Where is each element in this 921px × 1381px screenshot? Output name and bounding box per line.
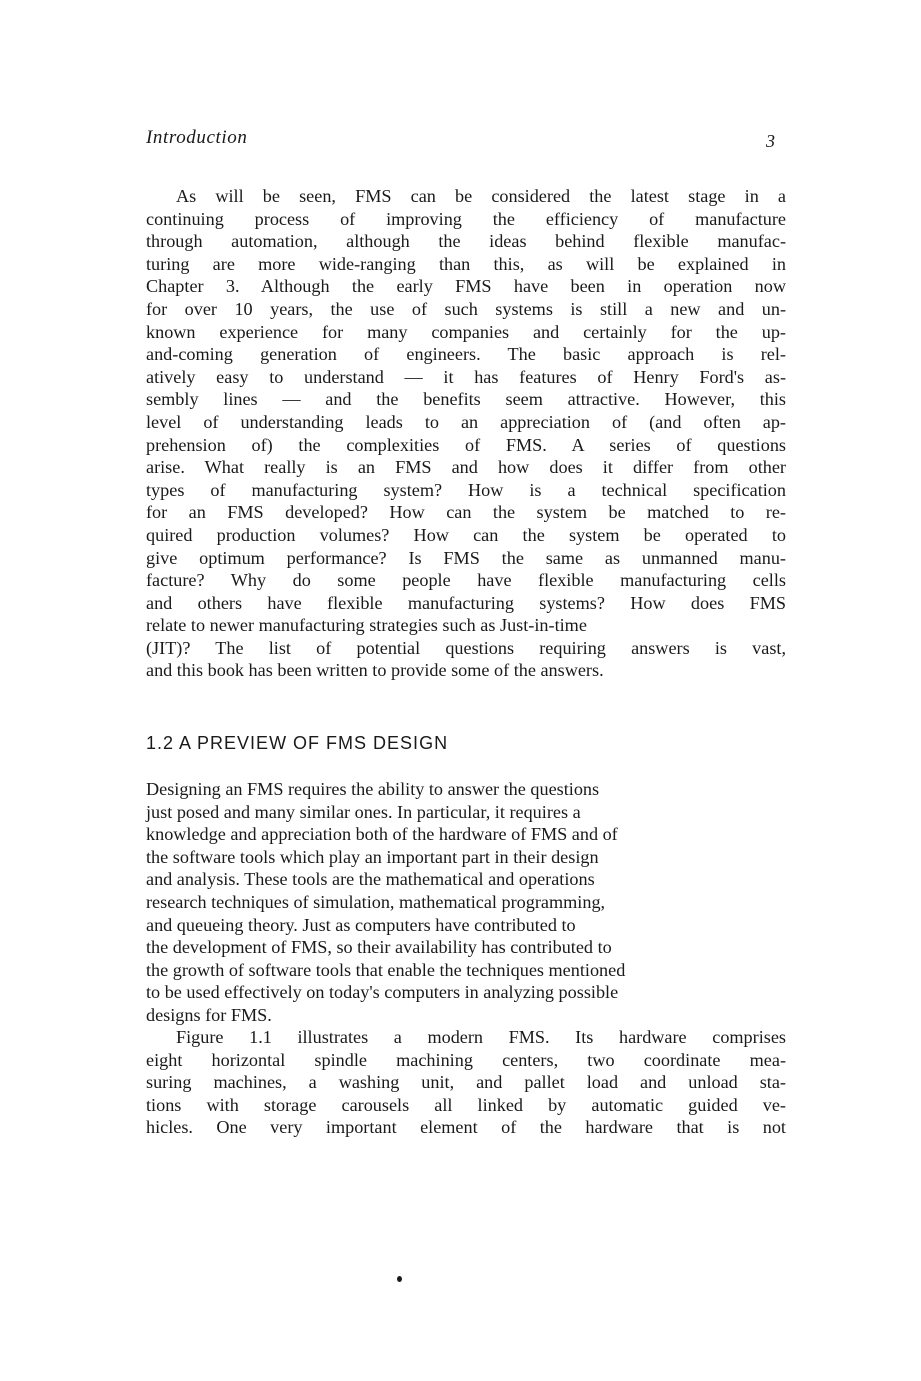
paragraph-2	[146, 778, 786, 1027]
text-line: and this book has been written to provide some of the answers.	[146, 660, 604, 681]
text-line: through automation, although the ideas behind flexible manufac-	[146, 231, 786, 252]
text-line: continuing process of improving the efficiency of manufacture	[146, 208, 786, 229]
text-line: give optimum performance? Is FMS the same as unmanned manu-	[146, 547, 786, 568]
text-line: level of understanding leads to an appreciation of (and often ap-	[146, 411, 786, 432]
text-line: types of manufacturing system? How is a technical specification	[146, 479, 786, 500]
text-line: Figure 1.1 illustrates a modern FMS. Its hardware comprises	[176, 1027, 786, 1047]
text-line: quired production volumes? How can the system be operated to	[146, 524, 786, 545]
text-line: and-coming generation of engineers. The basic approach is rel-	[146, 344, 786, 365]
text-line: the development of FMS, so their availability has contributed to	[146, 937, 612, 958]
text-line: designs for FMS.	[146, 1004, 272, 1025]
text-line: Designing an FMS requires the ability to answer the questions	[146, 779, 600, 799]
text-line: arise. What really is an FMS and how does it differ from other	[146, 457, 786, 478]
running-head: Introduction	[146, 127, 248, 148]
text-line: knowledge and appreciation both of the hardware of FMS and of	[146, 824, 618, 845]
page-mark-dot	[397, 1276, 402, 1282]
text-line: tions with storage carousels all linked by automatic guided ve-	[146, 1094, 786, 1115]
text-line: just posed and many similar ones. In particular, it requires a	[146, 801, 581, 822]
text-line: for an FMS developed? How can the system be matched to re-	[146, 502, 786, 523]
text-line: prehension of) the complexities of FMS. A series of questions	[146, 434, 786, 455]
text-line: sembly lines — and the benefits seem attractive. However, this	[146, 389, 786, 410]
text-line: and others have flexible manufacturing systems? How does FMS	[146, 592, 786, 613]
text-line: As will be seen, FMS can be considered the latest stage in a	[176, 186, 786, 206]
text-line: and analysis. These tools are the mathematical and operations	[146, 869, 595, 890]
text-line: (JIT)? The list of potential questions requiring answers is vast,	[146, 637, 786, 658]
text-line: and queueing theory. Just as computers have contributed to	[146, 914, 576, 935]
text-line: for over 10 years, the use of such systems is still a new and un-	[146, 298, 786, 319]
text-line: hicles. One very important element of the hardware that is not	[146, 1117, 786, 1138]
paragraph-1	[146, 185, 786, 682]
text-line: relate to newer manufacturing strategies such as Just-in-time	[146, 615, 587, 636]
text-line: suring machines, a washing unit, and pallet load and unload sta-	[146, 1072, 786, 1093]
text-line: atively easy to understand — it has features of Henry Ford's as-	[146, 366, 786, 387]
text-line: known experience for many companies and certainly for the up-	[146, 321, 786, 342]
paragraph-3	[146, 1026, 786, 1139]
page-number: 3	[766, 131, 775, 151]
text-line: the software tools which play an important part in their design	[146, 846, 599, 867]
text-line: to be used effectively on today's computers in analyzing possible	[146, 982, 619, 1003]
text-line: facture? Why do some people have flexible manufacturing cells	[146, 570, 786, 591]
section-heading: 1.2 A PREVIEW OF FMS DESIGN	[146, 733, 449, 753]
text-line: turing are more wide-ranging than this, as will be explained in	[146, 253, 786, 274]
text-line: research techniques of simulation, mathematical programming,	[146, 891, 606, 912]
text-line: the growth of software tools that enable the techniques mentioned	[146, 959, 626, 980]
text-line: Chapter 3. Although the early FMS have been in operation now	[146, 276, 786, 297]
text-line: eight horizontal spindle machining centers, two coordinate mea-	[146, 1049, 786, 1070]
